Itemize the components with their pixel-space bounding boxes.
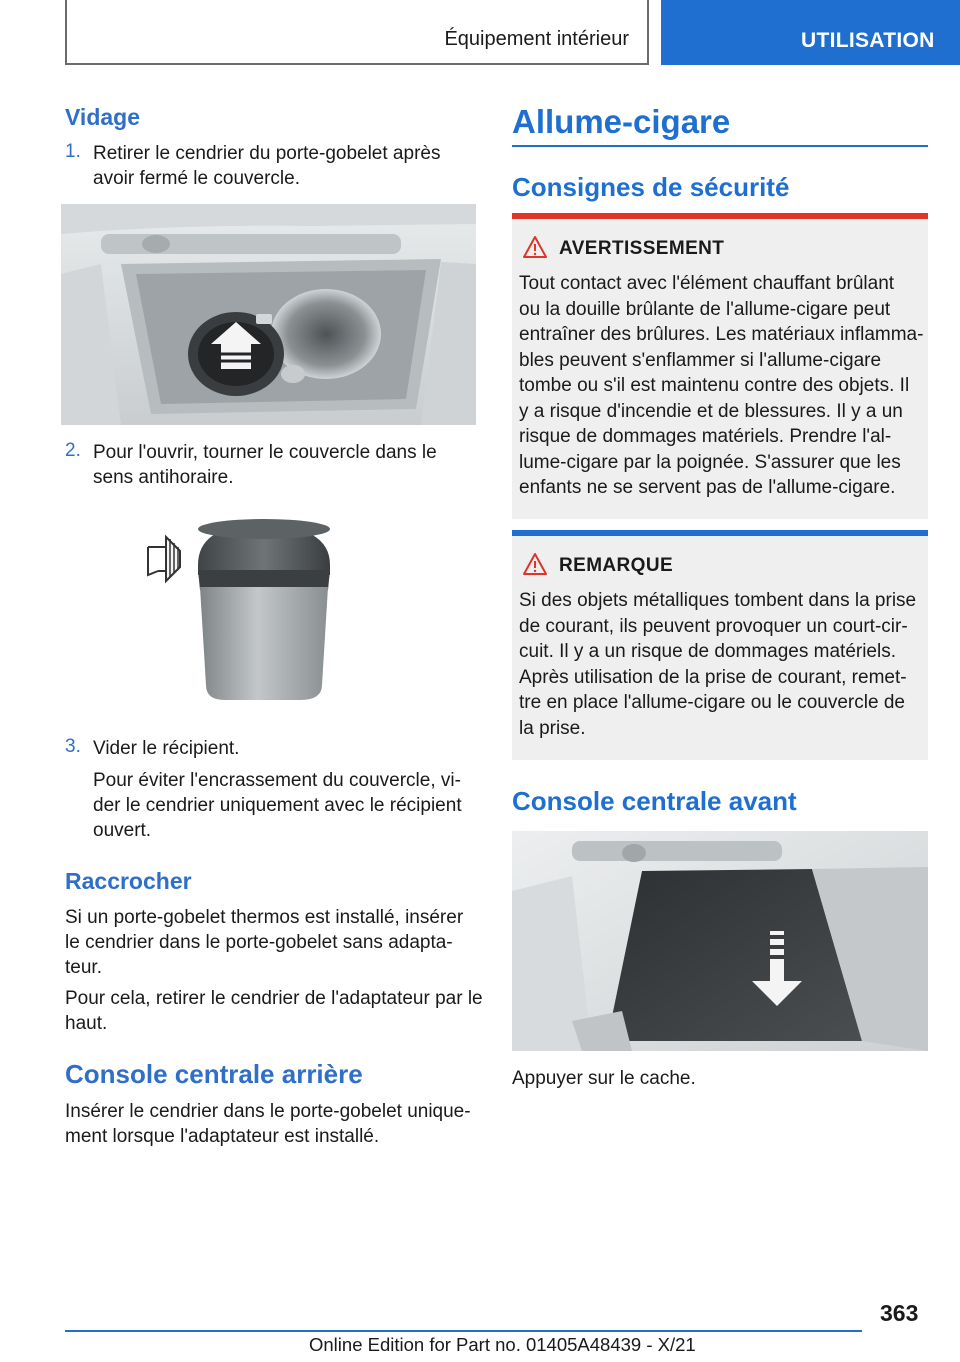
front-console-caption: Appuyer sur le cache.	[512, 1068, 696, 1089]
raccrocher-paragraph-1: Si un porte-gobelet thermos est installé, insérer le cendrier dans le porte-gobelet sans adapta‐ teur.	[65, 907, 464, 978]
footer-divider	[65, 1330, 862, 1332]
footer-edition: Online Edition for Part no. 01405A48439 - X/21	[309, 1334, 696, 1355]
warning-label: AVERTISSEMENT	[559, 238, 725, 259]
header-section-box	[65, 0, 649, 65]
safety-heading: Consignes de sécurité	[512, 172, 790, 202]
front-console-heading: Console centrale avant	[512, 786, 797, 816]
vidage-heading: Vidage	[65, 104, 140, 130]
ashtray-cupholder-image	[61, 204, 476, 425]
title-divider	[512, 145, 928, 147]
raccrocher-heading: Raccrocher	[65, 868, 192, 894]
header-chapter-label: UTILISATION	[801, 29, 935, 52]
ashtray-rotate-image	[140, 515, 340, 705]
notice-triangle-icon	[522, 552, 548, 576]
page-number: 363	[880, 1300, 919, 1326]
step-1-text: Retirer le cendrier du porte-gobelet après avoir fermé le couvercle.	[93, 143, 441, 189]
warning-triangle-icon	[522, 235, 548, 259]
warning-text: Tout contact avec l'élément chauffant brûlant ou la douille brûlante de l'allume-cigare peut entraîner des brûlures. Les matériaux inflamma‐ bles peuvent s'enflammer si l'allume-cigare tombe ou s'il est maintenu contre des objets. Il y a risque d'incendie et de blessures. Il y a un risque de dommages matériels. Prendre l'al‐ lume-cigare par la poignée. S'assurer que les enfants ne se servent pas de l'allume-cigare.	[519, 273, 924, 498]
front-console-image	[512, 831, 928, 1051]
notice-label: REMARQUE	[559, 555, 674, 576]
step-2-text: Pour l'ouvrir, tourner le couvercle dans le sens antihoraire.	[93, 442, 437, 488]
warning-bar	[512, 213, 928, 219]
step-number: 1.	[65, 141, 81, 162]
step-3-text: Vider le récipient.	[93, 738, 240, 759]
step-number: 3.	[65, 736, 81, 757]
notice-bar	[512, 530, 928, 536]
step-3-note: Pour éviter l'encrassement du couvercle, vi‐ der le cendrier uniquement avec le récipient ouvert.	[93, 770, 462, 841]
rear-console-heading: Console centrale arrière	[65, 1059, 363, 1089]
raccrocher-paragraph-2: Pour cela, retirer le cendrier de l'adaptateur par le haut.	[65, 988, 483, 1034]
step-number: 2.	[65, 440, 81, 461]
header-chapter-tab	[661, 0, 960, 65]
rear-console-paragraph: Insérer le cendrier dans le porte-gobelet unique‐ ment lorsque l'adaptateur est installé.	[65, 1101, 471, 1147]
page-title: Allume-cigare	[512, 103, 731, 140]
header-section-title: Équipement intérieur	[444, 28, 629, 50]
notice-box	[512, 530, 928, 760]
warning-box	[512, 213, 928, 519]
notice-text: Si des objets métalliques tombent dans la prise de courant, ils peuvent provoquer un court-cir‐ cuit. Il y a un risque de dommages matériels. Après utilisation de la prise de courant, remet‐ tre en place l'allume-cigare ou le couvercle de la prise.	[519, 590, 917, 739]
